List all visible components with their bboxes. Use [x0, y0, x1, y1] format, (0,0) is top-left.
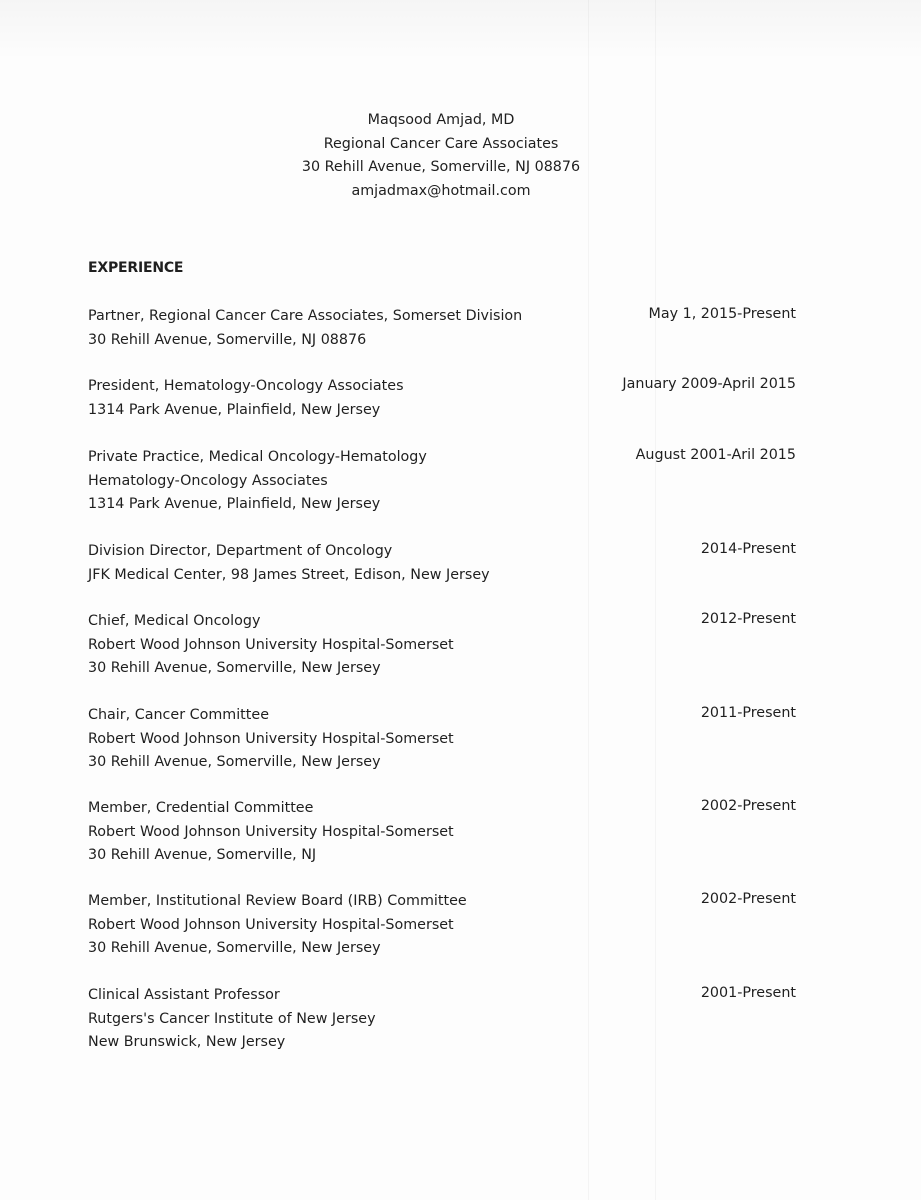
entry-date: 2014-Present — [700, 541, 796, 557]
entry-date: 2002-Present — [700, 891, 796, 907]
experience-entry — [88, 446, 796, 517]
entry-line: 1314 Park Avenue, Plainfield, New Jersey — [88, 401, 381, 418]
entry-date: 2001-Present — [700, 985, 796, 1001]
entry-line: Clinical Assistant Professor — [88, 987, 280, 1003]
entry-line: Chief, Medical Oncology — [88, 613, 261, 629]
entry-line: Robert Wood Johnson University Hospital-Somerset — [88, 636, 454, 653]
experience-entry — [88, 610, 796, 681]
entry-line: 30 Rehill Avenue, Somerville, New Jersey — [88, 754, 381, 770]
entry-line: 30 Rehill Avenue, Somerville, NJ — [88, 847, 317, 863]
scan-shading — [0, 0, 921, 60]
entry-line: Robert Wood Johnson University Hospital-Somerset — [88, 730, 454, 747]
entry-date: 2012-Present — [700, 611, 796, 627]
experience-entry — [88, 797, 796, 868]
section-heading-experience: EXPERIENCE — [88, 260, 184, 276]
contact-email: amjadmax@hotmail.com — [351, 182, 531, 199]
entry-line: 30 Rehill Avenue, Somerville, New Jersey — [88, 660, 381, 676]
entry-date: August 2001-Aril 2015 — [635, 447, 796, 463]
entry-line: Rutgers's Cancer Institute of New Jersey — [88, 1010, 376, 1027]
entry-line: Partner, Regional Cancer Care Associates, Somerset Division — [88, 308, 523, 324]
entry-line: New Brunswick, New Jersey — [88, 1034, 286, 1050]
entry-date: 2002-Present — [700, 798, 796, 814]
entry-date: May 1, 2015-Present — [648, 306, 796, 322]
experience-entry — [88, 305, 796, 352]
experience-entry — [88, 375, 796, 422]
organization-address: 30 Rehill Avenue, Somerville, NJ 08876 — [301, 159, 581, 175]
letterhead — [0, 109, 882, 203]
entry-line: Member, Credential Committee — [88, 800, 314, 816]
entry-line: Private Practice, Medical Oncology-Hematology — [88, 449, 427, 465]
entry-date: 2011-Present — [700, 705, 796, 721]
experience-entry — [88, 890, 796, 961]
doctor-name: Maqsood Amjad, MD — [367, 112, 515, 128]
experience-entry — [88, 540, 796, 587]
entry-line: Robert Wood Johnson University Hospital-Somerset — [88, 916, 454, 933]
entry-line: Division Director, Department of Oncology — [88, 543, 393, 559]
entry-line: 30 Rehill Avenue, Somerville, New Jersey — [88, 940, 381, 956]
entry-line: Chair, Cancer Committee — [88, 707, 269, 723]
entry-line: Robert Wood Johnson University Hospital-Somerset — [88, 823, 454, 840]
entry-line: 1314 Park Avenue, Plainfield, New Jersey — [88, 496, 381, 512]
entry-line: 30 Rehill Avenue, Somerville, NJ 08876 — [88, 331, 367, 348]
entry-line: Hematology-Oncology Associates — [88, 472, 328, 489]
experience-entry — [88, 704, 796, 775]
entry-date: January 2009-April 2015 — [622, 376, 796, 392]
organization-name: Regional Cancer Care Associates — [323, 135, 559, 152]
entry-line: JFK Medical Center, 98 James Street, Edison, New Jersey — [88, 566, 490, 583]
entry-line: Member, Institutional Review Board (IRB) Committee — [88, 893, 467, 909]
experience-entry — [88, 984, 796, 1055]
entry-line: President, Hematology-Oncology Associates — [88, 378, 404, 394]
